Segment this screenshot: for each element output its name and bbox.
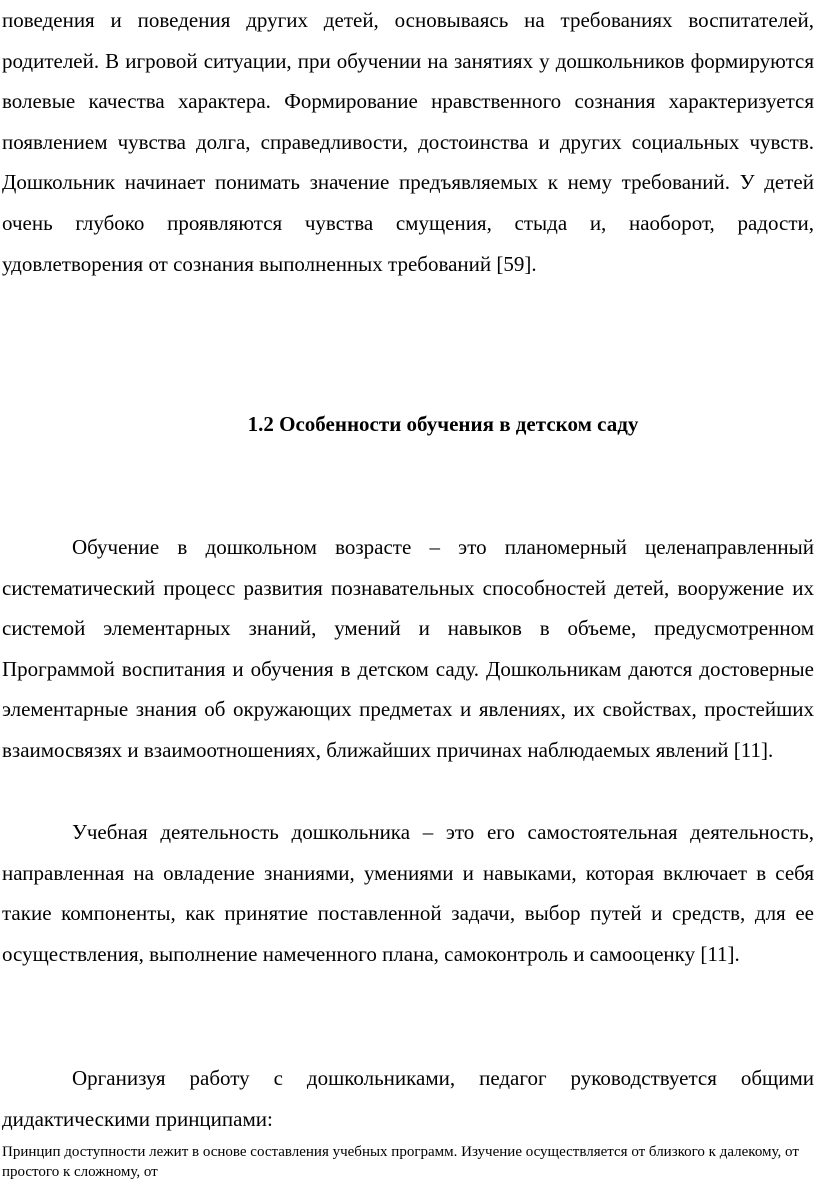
paragraph-didactic-principles: Организуя работу с дошкольниками, педагог руководствуется общими дидактическими принципами: <box>2 1066 814 1131</box>
section-heading: 1.2 Особенности обучения в детском саду <box>247 412 639 436</box>
paragraph-learning-definition: Обучение в дошкольном возрасте – это планомерный целенаправленный систематический процесс развития познавательных способностей детей, вооружение их системой элементарных знаний, умений и навыков в объеме, предусмотренном Программой воспитания и обучения в детском саду. Дошкольникам даются достоверные элементарные знания об окружающих предметах и явлениях, их свойствах, простейших взаимосвязях и взаимоотношениях, ближайших причинах наблюдаемых явлений [11]. <box>2 535 814 762</box>
paragraph-behavior: поведения и поведения других детей, основываясь на требованиях воспитателей, родителей. В игровой ситуации, при обучении на занятиях у дошкольников формируются волевые качества характера. Формирование нравственного сознания характеризуется появлением чувства долга, справедливости, достоинства и других социальных чувств. Дошкольник начинает понимать значение предъявляемых к нему требований. У детей очень глубоко проявляются чувства смущения, стыда и, наоборот, радости, удовлетворения от сознания выполненных требований [59]. <box>2 8 814 276</box>
paragraph-learning-activity: Учебная деятельность дошкольника – это его самостоятельная деятельность, направленная на овладение знаниями, умениями и навыками, которая включает в себя такие компоненты, как принятие поставленной задачи, выбор путей и средств, для ее осуществления, выполнение намеченного плана, самоконтроль и самооценку [11]. <box>2 820 814 966</box>
footnote-text: Принцип доступности лежит в основе составления учебных программ. Изучение осуществляется от близкого к далекому, от простого к сложному, от <box>2 1144 799 1180</box>
